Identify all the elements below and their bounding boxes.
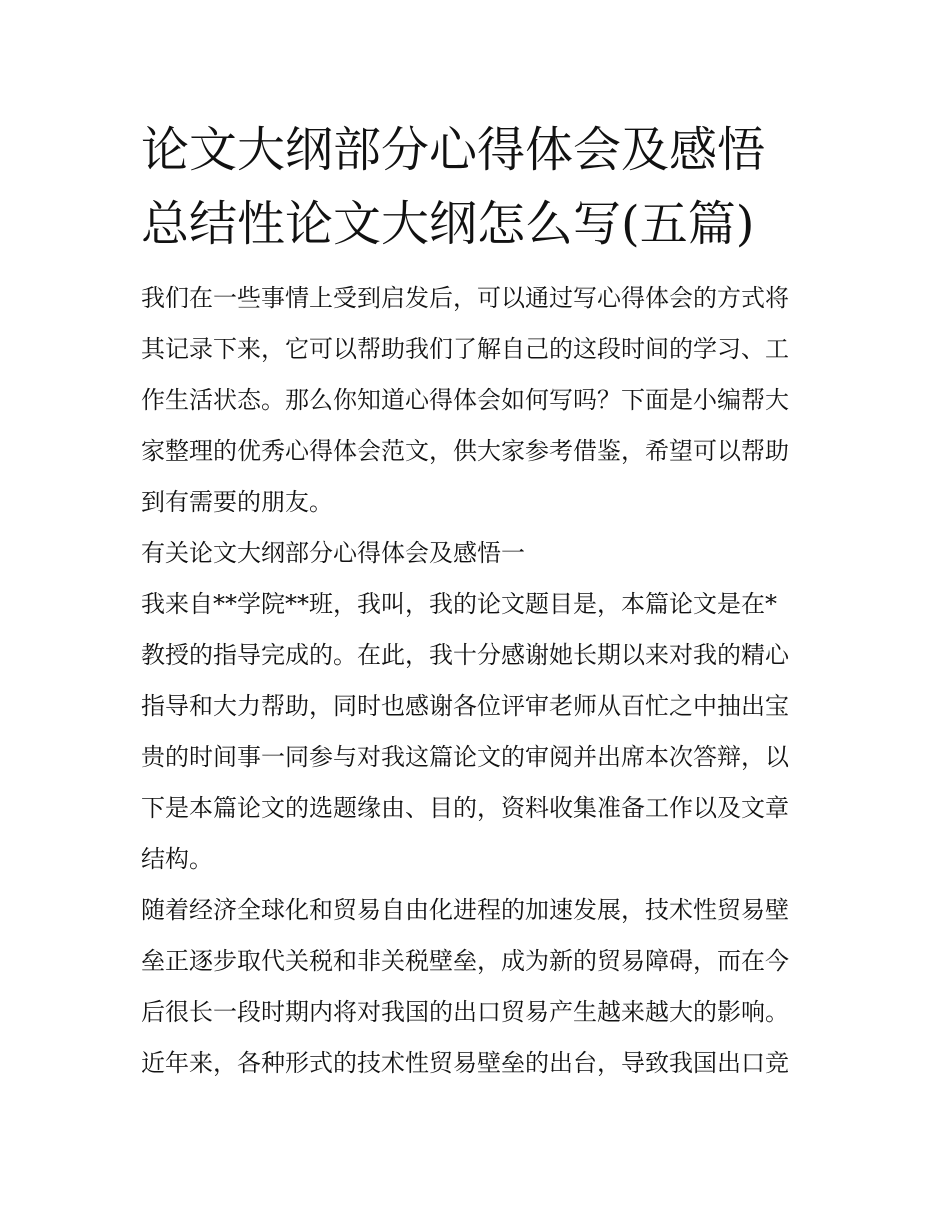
paragraph-line: 后很长一段时期内将对我国的出口贸易产生越来越大的影响。 xyxy=(141,998,789,1026)
intro-line: 其记录下来，它可以帮助我们了解自己的这段时间的学习、工 xyxy=(141,335,789,363)
paragraph-line: 下是本篇论文的选题缘由、目的，资料收集准备工作以及文章 xyxy=(141,794,789,822)
paragraph-2 xyxy=(141,885,813,1089)
paragraph-line: 结构。 xyxy=(141,845,213,873)
document-body xyxy=(141,113,813,1089)
paragraph-line: 垒正逐步取代关税和非关税壁垒，成为新的贸易障碍，而在今 xyxy=(141,947,789,975)
paragraph-line: 我来自**学院**班，我叫，我的论文题目是，本篇论文是在* xyxy=(141,590,777,618)
section-heading: 有关论文大纲部分心得体会及感悟一 xyxy=(141,539,525,567)
title-line-2: 总结性论文大纲怎么写(五篇) xyxy=(141,196,755,252)
paragraph-1 xyxy=(141,579,813,885)
section-heading-block xyxy=(141,528,813,579)
document-title xyxy=(141,113,813,261)
intro-line: 到有需要的朋友。 xyxy=(141,488,333,516)
paragraph-line: 指导和大力帮助，同时也感谢各位评审老师从百忙之中抽出宝 xyxy=(141,692,789,720)
paragraph-line: 随着经济全球化和贸易自由化进程的加速发展，技术性贸易壁 xyxy=(141,896,789,924)
paragraph-line: 贵的时间事一同参与对我这篇论文的审阅并出席本次答辩，以 xyxy=(141,743,789,771)
paragraph-line: 教授的指导完成的。在此，我十分感谢她长期以来对我的精心 xyxy=(141,641,789,669)
title-line-1: 论文大纲部分心得体会及感悟 xyxy=(141,122,766,178)
paragraph-line: 近年来，各种形式的技术性贸易壁垒的出台，导致我国出口竞 xyxy=(141,1049,789,1077)
intro-line: 作生活状态。那么你知道心得体会如何写吗？下面是小编帮大 xyxy=(141,386,789,414)
intro-paragraph xyxy=(141,273,813,528)
intro-line: 我们在一些事情上受到启发后，可以通过写心得体会的方式将 xyxy=(141,284,789,312)
intro-line: 家整理的优秀心得体会范文，供大家参考借鉴，希望可以帮助 xyxy=(141,437,789,465)
